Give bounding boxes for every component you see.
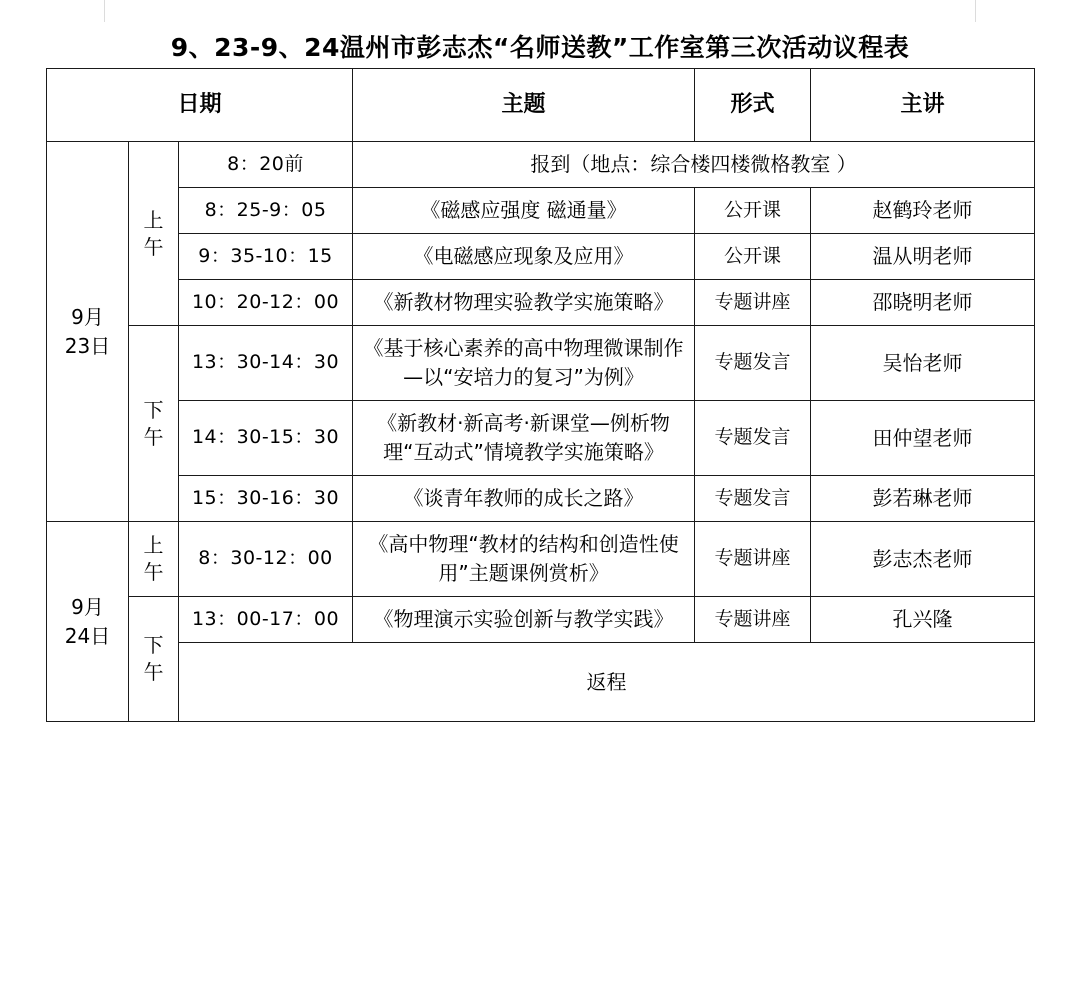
half-line-1: 上 xyxy=(143,207,164,232)
cell-date-day1 xyxy=(47,142,129,522)
cell-topic: 《磁感应强度 磁通量》 xyxy=(353,188,695,234)
cell-speaker: 邵晓明老师 xyxy=(811,280,1035,326)
cell-speaker: 孔兴隆 xyxy=(811,597,1035,643)
cell-topic: 《基于核心素养的高中物理微课制作—以“安培力的复习”为例》 xyxy=(353,326,695,401)
table-row xyxy=(47,326,1035,401)
table-row xyxy=(47,280,1035,326)
cell-time: 14：30-15：30 xyxy=(179,401,353,476)
half-line-2: 午 xyxy=(143,560,164,584)
cell-half-day1-afternoon xyxy=(129,326,179,522)
cell-form: 专题发言 xyxy=(695,326,811,401)
column-header-topic: 主题 xyxy=(353,69,695,142)
half-line-2: 午 xyxy=(143,424,164,449)
cell-form: 公开课 xyxy=(695,234,811,280)
column-header-date: 日期 xyxy=(47,69,353,142)
half-line-2: 午 xyxy=(143,234,164,259)
cell-speaker: 彭志杰老师 xyxy=(811,522,1035,597)
cell-time: 13：30-14：30 xyxy=(179,326,353,401)
cell-form: 专题讲座 xyxy=(695,280,811,326)
cell-topic: 《高中物理“教材的结构和创造性使用”主题课例赏析》 xyxy=(353,522,695,597)
table-row xyxy=(47,476,1035,522)
cell-speaker: 吴怡老师 xyxy=(811,326,1035,401)
cell-topic: 《新教材·新高考·新课堂—例析物理“互动式”情境教学实施策略》 xyxy=(353,401,695,476)
table-row xyxy=(47,234,1035,280)
cell-form: 公开课 xyxy=(695,188,811,234)
cell-speaker: 温从明老师 xyxy=(811,234,1035,280)
cell-topic-checkin: 报到（地点：综合楼四楼微格教室 ） xyxy=(353,142,1035,188)
cell-half-day1-morning xyxy=(129,142,179,326)
cell-time: 8：25-9：05 xyxy=(179,188,353,234)
cell-form: 专题发言 xyxy=(695,401,811,476)
half-line-1: 下 xyxy=(143,633,164,657)
cell-form: 专题讲座 xyxy=(695,597,811,643)
cell-time: 8：30-12：00 xyxy=(179,522,353,597)
cell-topic: 《谈青年教师的成长之路》 xyxy=(353,476,695,522)
cell-time: 13：00-17：00 xyxy=(179,597,353,643)
table-row xyxy=(47,401,1035,476)
cell-topic: 《新教材物理实验教学实施策略》 xyxy=(353,280,695,326)
cell-time: 8：20前 xyxy=(179,142,353,188)
column-header-form: 形式 xyxy=(695,69,811,142)
table-row xyxy=(47,522,1035,597)
cell-form: 专题讲座 xyxy=(695,522,811,597)
cell-time: 10：20-12：00 xyxy=(179,280,353,326)
date-line-1: 9月 xyxy=(71,594,104,619)
cell-time: 9：35-10：15 xyxy=(179,234,353,280)
cell-half-day2-morning xyxy=(129,522,179,597)
date-line-2: 24日 xyxy=(64,623,111,648)
cell-topic: 《电磁感应现象及应用》 xyxy=(353,234,695,280)
table-row xyxy=(47,643,1035,722)
column-header-speaker: 主讲 xyxy=(811,69,1035,142)
cell-form: 专题发言 xyxy=(695,476,811,522)
cell-topic: 《物理演示实验创新与教学实践》 xyxy=(353,597,695,643)
cell-date-day2 xyxy=(47,522,129,722)
cell-speaker: 彭若琳老师 xyxy=(811,476,1035,522)
table-row xyxy=(47,597,1035,643)
agenda-table xyxy=(46,68,1035,722)
table-row xyxy=(47,142,1035,188)
date-line-2: 23日 xyxy=(64,333,111,358)
cell-half-day2-afternoon xyxy=(129,597,179,722)
page-title: 9、23-9、24温州市彭志杰“名师送教”工作室第三次活动议程表 xyxy=(170,33,910,62)
table-header-row xyxy=(47,69,1035,142)
cell-speaker: 田仲望老师 xyxy=(811,401,1035,476)
page-edge-mark-left xyxy=(104,0,105,22)
half-line-1: 上 xyxy=(143,533,164,557)
table-row xyxy=(47,188,1035,234)
cell-return: 返程 xyxy=(179,643,1035,722)
half-line-1: 下 xyxy=(143,397,164,422)
cell-speaker: 赵鹤玲老师 xyxy=(811,188,1035,234)
half-line-2: 午 xyxy=(143,660,164,684)
date-line-1: 9月 xyxy=(71,304,104,329)
page-edge-mark-right xyxy=(975,0,976,22)
cell-time: 15：30-16：30 xyxy=(179,476,353,522)
